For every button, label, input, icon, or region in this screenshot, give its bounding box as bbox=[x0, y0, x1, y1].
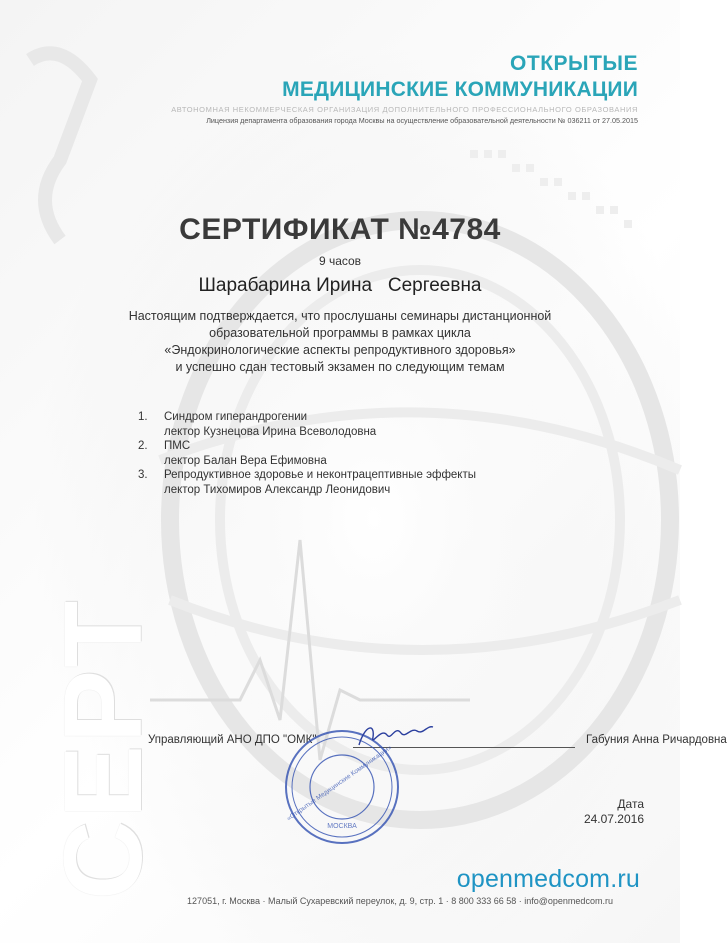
topics-list bbox=[138, 410, 476, 497]
stamp-inner-text: «Открытые Медицинские Коммуникации» bbox=[285, 744, 394, 823]
topic-item bbox=[138, 439, 476, 468]
certificate-hours: 9 часов bbox=[318, 254, 362, 268]
topic-title: Синдром гиперандрогении bbox=[164, 411, 308, 423]
topic-number: 2. bbox=[138, 440, 148, 452]
topic-number: 3. bbox=[138, 469, 148, 481]
topic-lecturer: лектор Тихомиров Александр Леонидович bbox=[164, 483, 391, 496]
website-link[interactable]: openmedcom.ru bbox=[456, 865, 640, 893]
org-name-line2: МЕДИЦИНСКИЕ КОММУНИКАЦИИ bbox=[282, 78, 638, 101]
signer-position: Управляющий АНО ДПО "ОМК" bbox=[148, 734, 317, 746]
organization-header bbox=[118, 52, 638, 125]
date-block bbox=[584, 797, 644, 827]
stamp-city: МОСКВА bbox=[327, 823, 357, 830]
certificate-title: СЕРТИФИКАТ №4784 bbox=[179, 213, 501, 246]
topic-title: Репродуктивное здоровье и неконтрацептивные эффекты bbox=[164, 469, 476, 481]
org-subtitle: АВТОНОМНАЯ НЕКОММЕРЧЕСКАЯ ОРГАНИЗАЦИЯ ДОПОЛНИТЕЛЬНОГО ПРОФЕССИОНАЛЬНОГО ОБРАЗОВАНИЯ bbox=[171, 105, 638, 114]
certificate-body bbox=[0, 308, 680, 376]
topic-number: 1. bbox=[138, 411, 148, 423]
signer-name: Габуния Анна Ричардовна bbox=[586, 734, 727, 746]
handwritten-signature bbox=[355, 715, 435, 755]
topic-lecturer: лектор Кузнецова Ирина Всеволодовна bbox=[164, 425, 377, 438]
footer-contacts: 127051, г. Москва · Малый Сухаревский переулок, д. 9, стр. 1 · 8 800 333 66 58 · info@openmedcom.ru bbox=[187, 896, 613, 906]
cert-watermark: CEPT bbox=[42, 598, 165, 900]
body-line: Настоящим подтверждается, что прослушаны семинары дистанционной bbox=[128, 309, 552, 323]
topic-item bbox=[138, 468, 476, 497]
body-line: и успешно сдан тестовый экзамен по следующим темам bbox=[175, 360, 505, 374]
date-value: 24.07.2016 bbox=[583, 812, 644, 826]
org-name-line1: ОТКРЫТЫЕ bbox=[510, 52, 638, 75]
body-line: «Эндокринологические аспекты репродуктивного здоровья» bbox=[164, 343, 516, 357]
topic-item bbox=[138, 410, 476, 439]
recipient-name: Шарабарина Ирина Сергеевна bbox=[198, 275, 482, 296]
date-label: Дата bbox=[617, 797, 644, 811]
body-line: образовательной программы в рамках цикла bbox=[209, 326, 471, 340]
topic-title: ПМС bbox=[164, 440, 191, 452]
license-text: Лицензия департамента образования города Москвы на осуществление образовательной деятельности № 036211 от 27.05.2015 bbox=[206, 116, 638, 125]
topic-lecturer: лектор Балан Вера Ефимовна bbox=[164, 454, 327, 467]
